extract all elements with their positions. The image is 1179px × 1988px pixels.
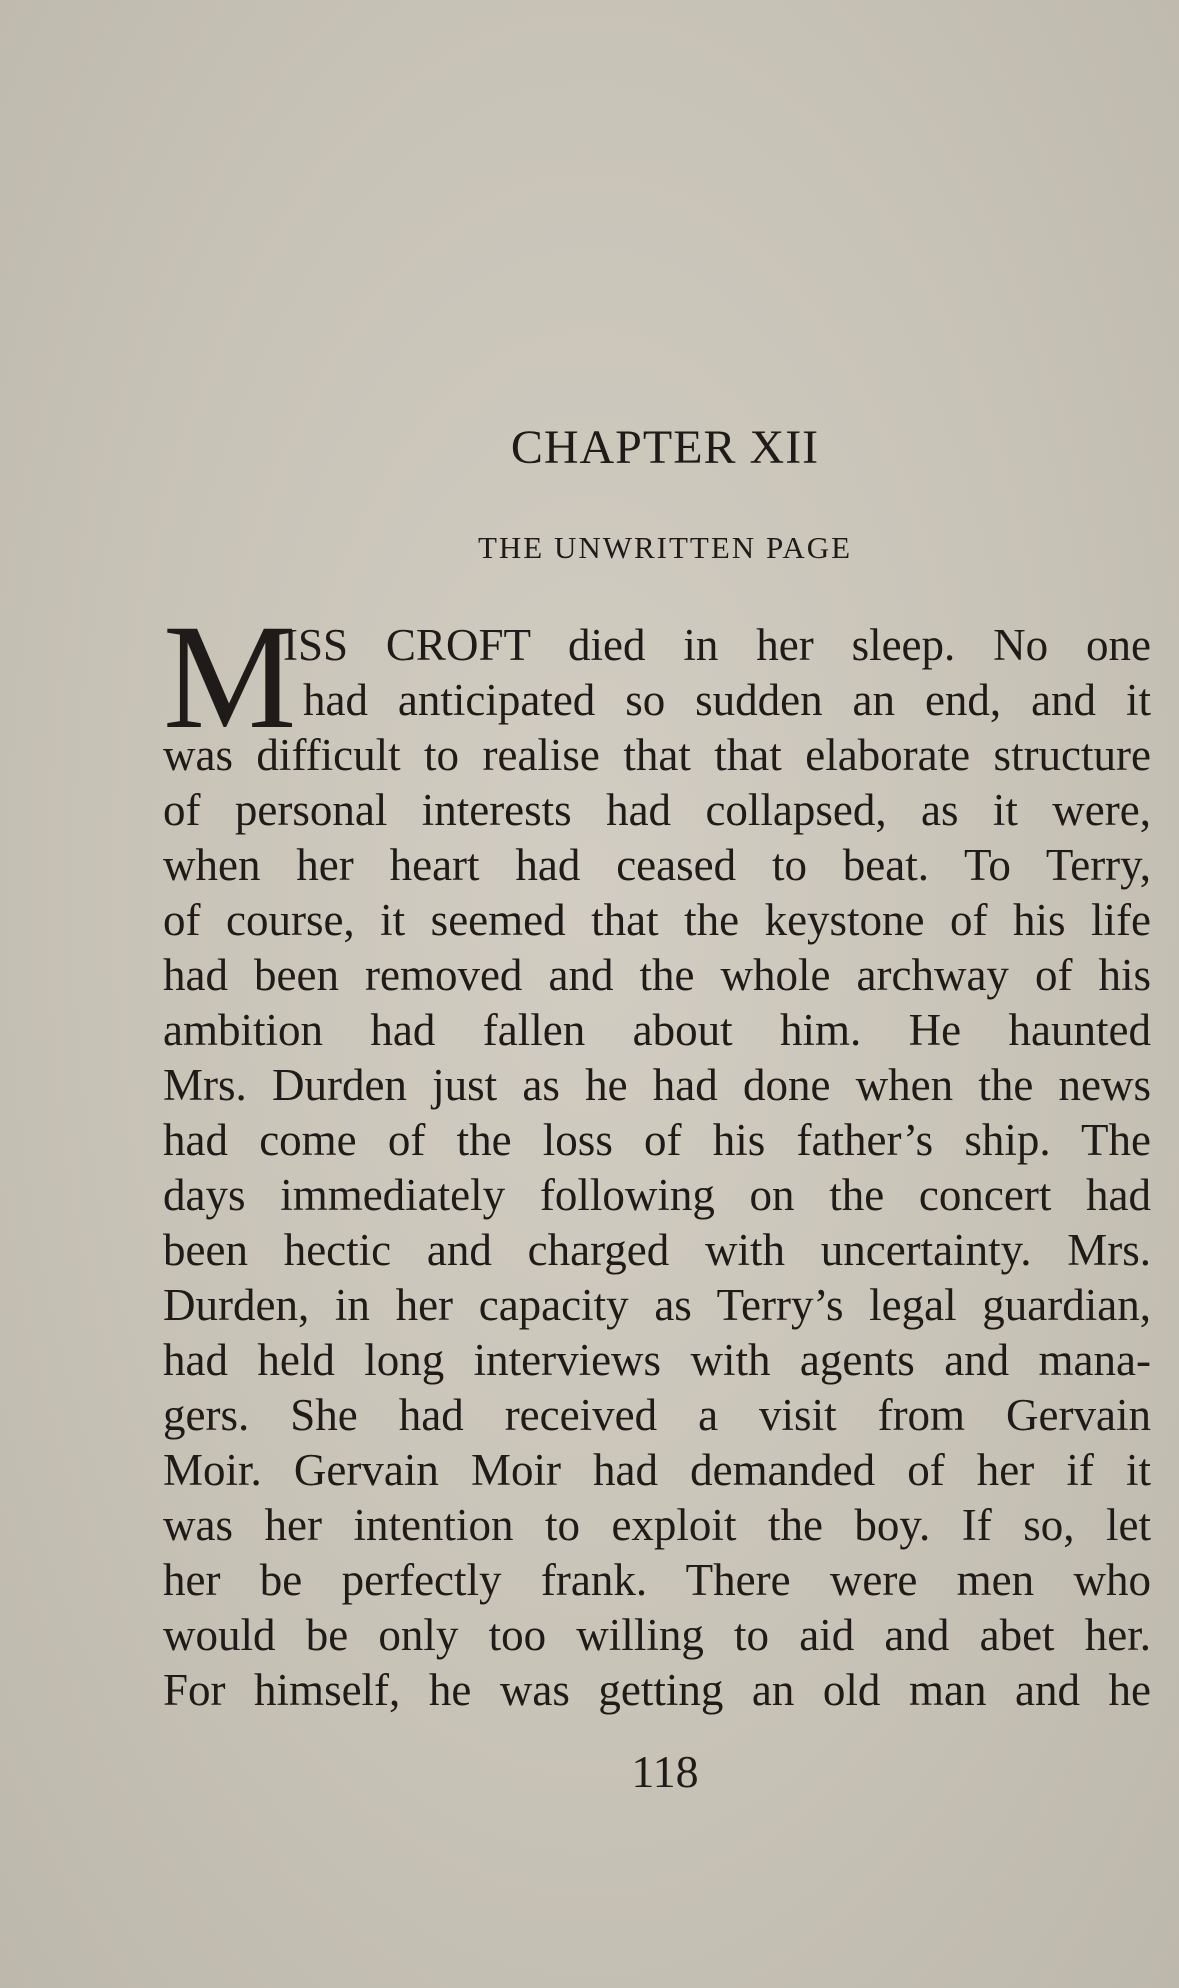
text-line: For himself, he was getting an old man and he [163,1665,1151,1715]
body-paragraph [163,594,1151,1718]
text-line: had come of the loss of his father’s ship. The [163,1115,1151,1165]
text-line: of course, it seemed that the keystone of his life [163,895,1151,945]
text-line: ISS CROFT died in her sleep. No one [283,620,1151,670]
text-line: had held long interviews with agents and mana- [163,1335,1151,1385]
text-line: had been removed and the whole archway of his [163,950,1151,1000]
text-line: Mrs. Durden just as he had done when the news [163,1060,1151,1110]
text-line: days immediately following on the concert had [163,1170,1151,1220]
text-line: her be perfectly frank. There were men who [163,1555,1151,1605]
text-line: was difficult to realise that that elaborate structure [163,730,1151,780]
page-number: 118 [631,1746,699,1797]
text-line: had anticipated so sudden an end, and it [303,675,1151,725]
text-line: gers. She had received a visit from Gervain [163,1390,1151,1440]
text-line: of personal interests had collapsed, as it were, [163,785,1151,835]
chapter-subtitle: THE UNWRITTEN PAGE [477,530,853,565]
text-line: when her heart had ceased to beat. To Terry, [163,840,1151,890]
text-line: would be only too willing to aid and abet her. [163,1610,1151,1660]
text-line: Durden, in her capacity as Terry’s legal guardian, [163,1280,1151,1330]
drop-cap-letter: M [163,594,297,760]
text-line: been hectic and charged with uncertainty. Mrs. [163,1225,1151,1275]
text-line: Moir. Gervain Moir had demanded of her if it [163,1445,1151,1495]
chapter-title: CHAPTER XII [510,421,820,474]
text-line: ambition had fallen about him. He haunted [163,1005,1151,1055]
text-line: was her intention to exploit the boy. If so, let [163,1500,1151,1550]
